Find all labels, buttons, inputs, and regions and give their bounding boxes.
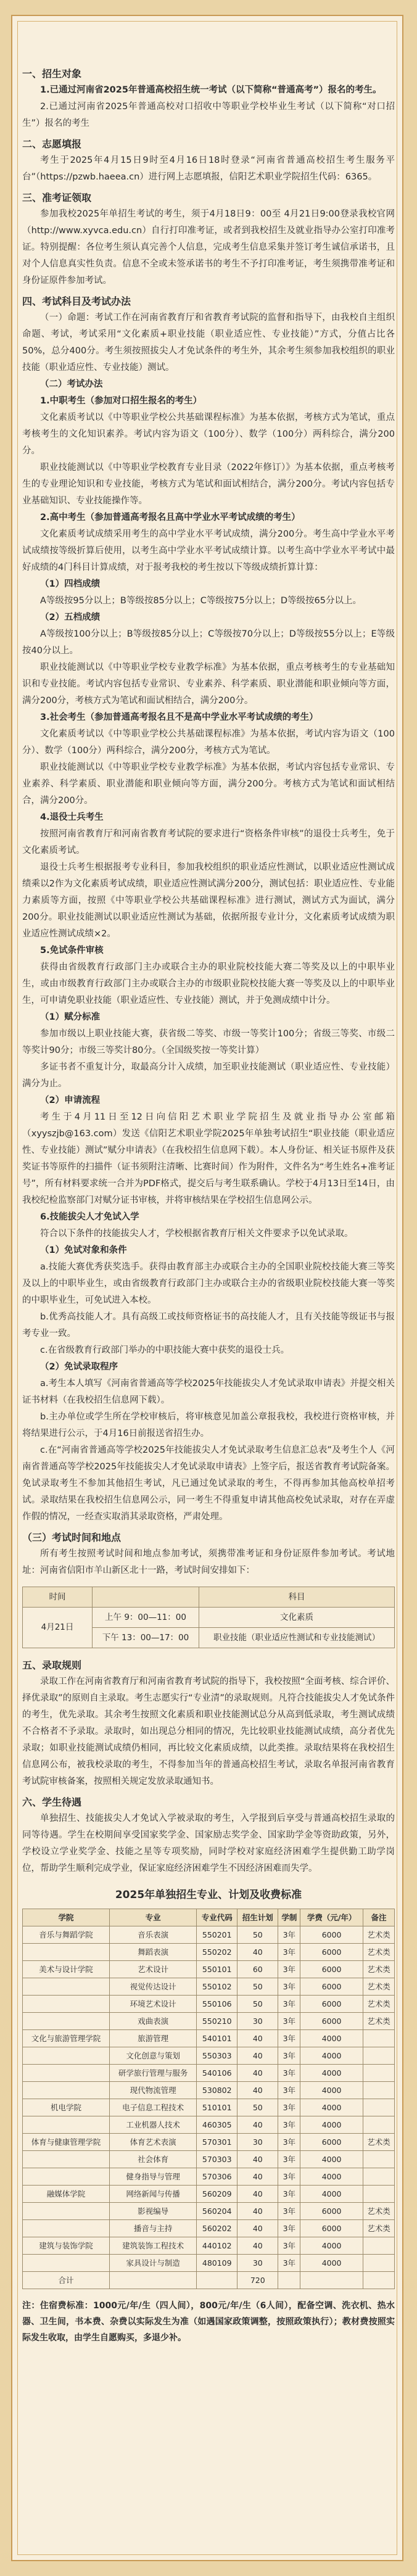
plan-header-cell: 学费（元/年） <box>300 1909 363 1926</box>
plan-row <box>23 1926 395 1944</box>
section-paragraph: 参加市级以上职业技能大赛，获省级二等奖、市级一等奖计100分；省级三等奖、市级二等奖计90分；市级三等奖计80分。（全国级奖按一等奖计算） <box>22 1029 395 1055</box>
plan-cell: 570306 <box>197 2168 237 2186</box>
plan-cell <box>363 2255 394 2272</box>
plan-cell <box>23 2255 110 2272</box>
exam-schedule-table <box>22 1587 395 1648</box>
section-paragraph: a.考生本人填写《河南省普通高等学校2025年技能拔尖人才免试录取申请表》并提交相关证书材料（在我校招生信息网下载）。 <box>22 1379 395 1405</box>
plan-cell: 3年 <box>278 2168 300 2186</box>
plan-cell: 40 <box>237 2168 278 2186</box>
section-paragraph: c.在省级教育行政部门举办的中职技能大赛中获奖的退役士兵。 <box>40 1345 290 1355</box>
sections-block <box>22 65 395 1579</box>
plan-cell: 艺术类 <box>363 1961 394 1978</box>
plan-cell: 体育与健康管理学院 <box>23 2134 110 2151</box>
plan-row <box>23 2255 395 2272</box>
section-paragraph: 3.社会考生（参加普通高考报名且不是高中学业水平考试成绩的考生） <box>40 712 318 722</box>
plan-row <box>23 2237 395 2255</box>
plan-cell: 工业机器人技术 <box>110 2116 197 2134</box>
plan-cell: 3年 <box>278 2082 300 2099</box>
plan-cell: 4000 <box>300 2030 363 2047</box>
plan-cell: 6000 <box>300 1978 363 1996</box>
plan-cell: 艺术类 <box>363 1944 394 1961</box>
plan-cell: 3年 <box>278 2065 300 2082</box>
schedule-row <box>23 1608 395 1628</box>
plan-cell <box>363 2116 394 2134</box>
plan-cell: 3年 <box>278 2047 300 2065</box>
plan-header-cell: 招生计划 <box>237 1909 278 1926</box>
schedule-subject: 文化素质 <box>199 1608 395 1628</box>
enrollment-plan-table <box>22 1909 395 2289</box>
plan-cell: 480109 <box>197 2255 237 2272</box>
section-paragraph: 职业技能测试以《中等职业学校专业教学标准》为基本依据，考试内容包括专业常识、专业素养、科学素质、职业潜能和职业倾向等方面，满分200分。考核方式为笔试和面试相结合，满分200分。 <box>22 762 395 806</box>
section-paragraph: 多证书者不重复计分，取最高分计入成绩，加至职业技能测试（职业适应性、专业技能）满分为止。 <box>22 1062 395 1089</box>
plan-cell: 4000 <box>300 2116 363 2134</box>
plan-row <box>23 1996 395 2013</box>
section-paragraph: A等级按95分以上；B等级按85分以上；C等级按75分以上；D等级按65分以上。 <box>40 596 361 606</box>
section-heading: 五、录取规则 <box>22 1659 82 1671</box>
plan-cell <box>23 1944 110 1961</box>
plan-cell: 艺术类 <box>363 2220 394 2237</box>
plan-cell: 社会体育 <box>110 2151 197 2168</box>
plan-cell: 570301 <box>197 2134 237 2151</box>
section-heading: 四、考试科目及考试办法 <box>22 295 131 307</box>
plan-cell: 3年 <box>278 2134 300 2151</box>
section-heading: 一、招生对象 <box>22 68 82 80</box>
plan-cell: 3年 <box>278 1978 300 1996</box>
plan-cell <box>363 2099 394 2116</box>
section-paragraph: A等级按100分以上；B等级按85分以上；C等级按70分以上；D等级按55分以上；E等级按40分以上。 <box>22 629 395 656</box>
plan-cell: 4000 <box>300 2255 363 2272</box>
plan-cell: 6000 <box>300 1961 363 1978</box>
plan-cell: 音乐表演 <box>110 1926 197 1944</box>
plan-row <box>23 2134 395 2151</box>
plan-cell <box>23 2168 110 2186</box>
plan-cell: 音乐与舞蹈学院 <box>23 1926 110 1944</box>
section-heading: （三）考试时间和地点 <box>22 1532 122 1543</box>
plan-cell: 文化创意与策划 <box>110 2047 197 2065</box>
plan-cell: 4000 <box>300 2186 363 2203</box>
plan-cell: 融媒体学院 <box>23 2186 110 2203</box>
section-paragraph: （1）赋分标准 <box>40 1012 101 1022</box>
plan-cell: 40 <box>237 2030 278 2047</box>
plan-cell: 30 <box>237 2134 278 2151</box>
plan-cell: 6000 <box>300 2134 363 2151</box>
plan-cell: 艺术设计 <box>110 1961 197 1978</box>
plan-cell: 6000 <box>300 2220 363 2237</box>
plan-cell: 4000 <box>300 2151 363 2168</box>
plan-cell <box>23 2220 110 2237</box>
section-paragraph: （2）免试录取程序 <box>40 1362 118 1372</box>
plan-cell: 40 <box>237 2151 278 2168</box>
plan-cell: 40 <box>237 2082 278 2099</box>
plan-cell <box>23 1996 110 2013</box>
plan-cell: 550303 <box>197 2047 237 2065</box>
plan-cell: 播音与主持 <box>110 2220 197 2237</box>
section-paragraph: 职业技能测试以《中等职业学校专业教学标准》为基本依据，重点考核考生的专业基础知识和专业技能。考试内容包括专业常识、专业素养、科学素质、职业潜能和职业倾向等方面，满分200分，考核方式为笔试和面试相结合，满分200分。 <box>22 663 395 706</box>
plan-cell: 4000 <box>300 2065 363 2082</box>
section-paragraph: 考生于2025年4月15日9时至4月16日18时登录“河南省普通高校招生考生服务平台”（https://pzwb.haeea.cn）进行网上志愿填报，信阳艺术职业学院招生代码：6365。 <box>22 155 395 182</box>
sections2-block <box>22 1657 395 1877</box>
plan-cell: 文化与旅游管理学院 <box>23 2030 110 2047</box>
schedule-subject: 职业技能（职业适应性测试和专业技能测试） <box>199 1628 395 1648</box>
plan-cell: 3年 <box>278 2237 300 2255</box>
plan-cell: 4000 <box>300 2099 363 2116</box>
plan-row <box>23 2203 395 2220</box>
plan-row <box>23 2099 395 2116</box>
plan-cell: 40 <box>237 2065 278 2082</box>
plan-row <box>23 2047 395 2065</box>
plan-row <box>23 1978 395 1996</box>
plan-cell <box>363 2030 394 2047</box>
section-paragraph: 按照河南省教育厅和河南省教育考试院的要求进行“资格条件审核”的退役士兵考生，免于文化素质考试。 <box>22 829 395 856</box>
section-paragraph: 2.高中考生（参加普通高考报名且高中学业水平考试成绩的考生） <box>40 513 300 522</box>
section-paragraph: 参加我校2025年单招生考试的考生，须于4月18日9：00至 4月21日9:00登录我校官网（http://www.xyvca.edu.cn）自行打印准考证，或者到我校招生及就业指导办公室打印准考证。特别提醒：各位考生须认真完善个人信息，完成考生信息采集并签订考生诚信承诺书，且对个人信息真实性负责。信息不全或未签承诺书的考生不予打印准考证，考生须携带准考证和身份证原件参加考试。 <box>22 209 395 286</box>
plan-cell: 30 <box>237 2255 278 2272</box>
plan-cell: 家具设计与制造 <box>110 2255 197 2272</box>
plan-row <box>23 2272 395 2289</box>
plan-cell: 艺术类 <box>363 1996 394 2013</box>
plan-cell <box>363 2272 394 2289</box>
plan-cell: 艺术类 <box>363 2013 394 2030</box>
plan-cell: 540101 <box>197 2030 237 2047</box>
plan-cell <box>23 2203 110 2220</box>
plan-cell: 3年 <box>278 2116 300 2134</box>
plan-cell: 550201 <box>197 1926 237 1944</box>
plan-cell: 现代物流管理 <box>110 2082 197 2099</box>
plan-cell: 3年 <box>278 1961 300 1978</box>
section-heading: 六、学生待遇 <box>22 1796 82 1808</box>
section-paragraph: 5.免试条件审核 <box>40 946 104 956</box>
plan-header-cell: 备注 <box>363 1909 394 1926</box>
section-paragraph: 1.中职考生（参加对口招生报名的考生） <box>40 396 202 406</box>
section-paragraph: （二）考试办法 <box>40 379 103 389</box>
plan-cell: 560209 <box>197 2186 237 2203</box>
plan-title: 2025年单独招生专业、计划及收费标准 <box>115 1889 302 1901</box>
plan-cell: 6000 <box>300 1996 363 2013</box>
plan-cell: 3年 <box>278 2255 300 2272</box>
plan-cell: 电子信息工程技术 <box>110 2099 197 2116</box>
section-paragraph: c.在“河南省普通高等学校2025年技能拔尖人才免试录取考生信息汇总表”及考生个人《河南省普通高等学校2025年技能拔尖人才免试录取申请表》上签字后，报送省教育考试院备案。免试录取考生不参加其他招生考试，凡已通过免试录取的考生，不得再参加其他高校单招考试。录取结果在我校招生信息网公示，同一考生不得重复申请其他高校免试录取，对存在弄虚作假的情况，一经查实取消其录取资格，严肃处理。 <box>22 1445 395 1522</box>
plan-cell: 550202 <box>197 1944 237 1961</box>
plan-cell: 3年 <box>278 1996 300 2013</box>
plan-cell <box>197 2272 237 2289</box>
plan-cell <box>23 1978 110 1996</box>
plan-cell: 4000 <box>300 2082 363 2099</box>
plan-row <box>23 2151 395 2168</box>
plan-cell: 40 <box>237 2047 278 2065</box>
section-paragraph: 4.退役士兵考生 <box>40 812 104 822</box>
plan-header-cell: 学院 <box>23 1909 110 1926</box>
plan-cell: 艺术类 <box>363 2203 394 2220</box>
guide-content <box>22 62 395 2346</box>
section-paragraph: （1）免试对象和条件 <box>40 1245 127 1255</box>
section-paragraph: 录取工作在河南省教育厅和河南省教育考试院的指导下，我校按照“全面考核、综合评价、择优录取”的原则自主录取。考生志愿实行“专业清”的录取规则。凡符合技能拔尖人才免试条件的考生，优先录取。其余考生按照文化素质和职业技能测试总分从高到低录取，考生测试成绩不合格者不予录取。录取时，如出现总分相同的情况，先比较职业技能测试成绩，高分者优先录取；如职业技能测试成绩仍相同，再比较文化素质成绩，以此类推。录取结果将在我校招生信息网公布，被我校录取的考生，不得参加当年的普通高校招生考试，录取名单报河南省教育考试院审核备案，按照相关规定发放录取通知书。 <box>22 1677 395 1786</box>
schedule-time: 下午 13：00—17：00 <box>93 1628 199 1648</box>
plan-cell: 3年 <box>278 2186 300 2203</box>
plan-cell: 建筑与装饰学院 <box>23 2237 110 2255</box>
plan-header-cell: 专业 <box>110 1909 197 1926</box>
plan-cell <box>363 2237 394 2255</box>
plan-cell: 40 <box>237 2220 278 2237</box>
plan-cell: 影视编导 <box>110 2203 197 2220</box>
plan-cell: 50 <box>237 1978 278 1996</box>
plan-row <box>23 2013 395 2030</box>
plan-cell <box>23 2151 110 2168</box>
section-paragraph: （一）命题：考试工作在河南省教育厅和省教育考试院的监督和指导下，由我校自主组织命题、考试，考试采用“文化素质+职业技能（职业适应性、专业技能）”方式，分值占比各50%，总分400分。考生须按照拔尖人才免试条件的考生外，其余考生须参加我校组织的职业技能（职业适应性、专业技能）测试。 <box>22 313 395 373</box>
schedule-date: 4月21日 <box>23 1608 93 1648</box>
plan-cell: 艺术类 <box>363 2134 394 2151</box>
section-paragraph: （2）申请流程 <box>40 1096 101 1105</box>
plan-cell: 艺术类 <box>363 1978 394 1996</box>
section-paragraph: 文化素质考试成绩采用考生的高中学业水平考试成绩，满分200分。考生高中学业水平考试成绩按等级折算后使用，以考生高中学业水平考试成绩计算。以考生高中学业水平考试中最好成绩的4门科目计算成绩，对于报考我校的考生按以下等级成绩折算计算： <box>22 529 395 572</box>
section-paragraph: a.技能大赛优秀获奖选手。获得由教育部主办或联合主办的全国职业院校技能大赛三等奖及以上的中职毕业生，或由省级教育行政部门主办或联合主办的省级职业院校技能大赛一等奖的中职毕业生，可免试进入本校。 <box>22 1262 395 1305</box>
plan-cell: 3年 <box>278 2151 300 2168</box>
plan-cell: 旅游管理 <box>110 2030 197 2047</box>
plan-cell: 50 <box>237 2099 278 2116</box>
plan-cell: 550102 <box>197 1978 237 1996</box>
plan-cell: 3年 <box>278 1944 300 1961</box>
plan-header-cell: 专业代码 <box>197 1909 237 1926</box>
plan-cell: 4000 <box>300 2047 363 2065</box>
plan-row <box>23 2065 395 2082</box>
section-paragraph: 符合以下条件的技能拔尖人才，学校根据省教育厅相关文件要求予以免试录取。 <box>40 1229 353 1239</box>
plan-cell <box>23 2082 110 2099</box>
section-paragraph: （1）四档成绩 <box>40 579 101 589</box>
plan-cell: 550106 <box>197 1996 237 2013</box>
plan-cell <box>363 2082 394 2099</box>
plan-cell: 3年 <box>278 2220 300 2237</box>
plan-row <box>23 2220 395 2237</box>
plan-cell: 40 <box>237 2203 278 2220</box>
plan-cell: 550101 <box>197 1961 237 1978</box>
plan-cell: 4000 <box>300 2237 363 2255</box>
plan-cell: 6000 <box>300 2013 363 2030</box>
section-paragraph: b.主办单位或学生所在学校审核后，将审核意见加盖公章报我校，我校进行资格审核，并将结果进行公示，于4月16日前报送省招生办。 <box>22 1412 395 1439</box>
plan-cell: 体育艺术表演 <box>110 2134 197 2151</box>
plan-row <box>23 2116 395 2134</box>
plan-cell <box>363 2186 394 2203</box>
plan-cell <box>363 2168 394 2186</box>
schedule-header-blank <box>93 1587 199 1608</box>
plan-cell: 3年 <box>278 2099 300 2116</box>
plan-cell: 研学旅行管理与服务 <box>110 2065 197 2082</box>
section-paragraph: 退役士兵考生根据报考专业科目，参加我校组织的职业适应性测试，以职业适应性测试成绩乘以2作为文化素质考试成绩，职业适应性测试满分200分，测试包括：职业适应性、专业能力素质等方面，按照《中等职业学校公共基础课程标准》进行测试，测试方式为面试，满分200分。职业技能测试以职业适应性测试为基础，依据所报专业计分，文化素质考试成绩为职业适应性测试成绩×2。 <box>22 862 395 939</box>
section-paragraph: 1.已通过河南省2025年普通高校招生统一考试（以下简称“普通高考”）报名的考生。 <box>40 85 382 95</box>
plan-cell: 40 <box>237 2186 278 2203</box>
section-paragraph: 职业技能测试以《中等职业学校教育专业目录（2022年修订）》为基本依据，重点考核考生的专业理论知识和专业技能，考核方式为笔试和面试相结合，满分200分。考试内容包括专业基础知识、专业技能操作等。 <box>22 463 395 506</box>
plan-cell: 6000 <box>300 2203 363 2220</box>
section-heading: 三、准考证领取 <box>22 192 92 204</box>
plan-body <box>23 1926 395 2289</box>
fee-note: 注：住宿费标准：1000元/年/生（四人间），800元/年/生（6人间），配备空调、洗衣机、热水器、卫生间，书本费、杂费以实际发生为准（如遇国家政策调整，按照政策执行）；教材费按照实际发生收取，由学生自愿购买，多退少补。 <box>22 2301 395 2343</box>
section-paragraph: 考生于4月11日至12日向信阳艺术职业学院招生及就业指导办公室邮箱（xyyszjb@163.com）发送《信阳艺术职业学院2025年单独考试招生“职业技能（职业适应性、专业技能）测试”赋分申请表》（在我校招生信息网下载）。本人身份证、相关证书原件及获奖证书等原件的扫描件（证书须附注清晰、比赛时间）作为附件，文件名为“考生姓名+准考证号”，所有材料要求统一合并为PDF格式，提交后与考生联系确认。学校于4月13日至14日，由我校纪检监察部门对赋分证书审核，并将审核结果在学校招生信息网公示。 <box>22 1112 395 1205</box>
plan-cell: 戏曲表演 <box>110 2013 197 2030</box>
section-paragraph: 所有考生按照考试时间和地点参加考试，须携带准考证和身份证原件参加考试。考试地址：河南省信阳市羊山新区北十一路，考试时间安排如下： <box>22 1549 395 1575</box>
plan-cell: 建筑装饰工程技术 <box>110 2237 197 2255</box>
schedule-header-time: 时间 <box>23 1587 93 1608</box>
section-paragraph: 2.已通过河南省2025年普通高校对口招收中等职业学校毕业生考试（以下简称“对口招生”）报名的考生 <box>22 102 395 128</box>
plan-cell: 40 <box>237 2237 278 2255</box>
plan-row <box>23 2186 395 2203</box>
schedule-header-subject: 科目 <box>199 1587 395 1608</box>
plan-cell: 4000 <box>300 2168 363 2186</box>
plan-cell: 3年 <box>278 2013 300 2030</box>
plan-row <box>23 2168 395 2186</box>
plan-header-row <box>23 1909 395 1926</box>
plan-cell: 560204 <box>197 2203 237 2220</box>
plan-cell: 6000 <box>300 1944 363 1961</box>
plan-cell: 美术与设计学院 <box>23 1961 110 1978</box>
plan-cell <box>300 2272 363 2289</box>
plan-cell <box>110 2272 197 2289</box>
plan-cell <box>23 2116 110 2134</box>
plan-cell: 30 <box>237 2013 278 2030</box>
section-paragraph: 文化素质考试以《中等职业学校公共基础课程标准》为基本依据，考核方式为笔试，重点考核考生的文化知识素养。考试内容为语文（100分）、数学（100分）两科综合，满分200分。 <box>22 413 395 456</box>
plan-cell <box>363 2151 394 2168</box>
section-paragraph: 获得由省级教育行政部门主办或联合主办的职业院校技能大赛二等奖及以上的中职毕业生，或由市级教育行政部门主办或联合主办的市级职业院校技能大赛一等奖及以上的中职毕业生，可申请免职业技能（职业适应性、专业技能）测试，并于免测成绩中计分。 <box>22 962 395 1005</box>
schedule-header-row <box>23 1587 395 1608</box>
plan-cell: 健身指导与管理 <box>110 2168 197 2186</box>
plan-cell: 720 <box>237 2272 278 2289</box>
plan-cell: 网络新闻与传播 <box>110 2186 197 2203</box>
plan-cell: 550210 <box>197 2013 237 2030</box>
plan-cell: 3年 <box>278 1926 300 1944</box>
plan-cell: 510101 <box>197 2099 237 2116</box>
plan-cell: 460305 <box>197 2116 237 2134</box>
plan-cell: 舞蹈表演 <box>110 1944 197 1961</box>
plan-cell: 6000 <box>300 1926 363 1944</box>
plan-cell: 机电学院 <box>23 2099 110 2116</box>
plan-cell: 视觉传达设计 <box>110 1978 197 1996</box>
plan-cell: 50 <box>237 1926 278 1944</box>
plan-row <box>23 2030 395 2047</box>
section-paragraph: 单独招生、技能拔尖人才免试入学被录取的考生，入学报到后享受与普通高校招生录取的同等待遇。学生在校期间享受国家奖学金、国家励志奖学金、国家助学金等资助政策，另外，学校设立学业奖学金、技能之星等专项奖励，同时学校对家庭经济困难学生提供勤工助学岗位，帮助学生顺利完成学业，保证家庭经济困难学生不因经济困难而失学。 <box>22 1814 395 1873</box>
plan-cell: 3年 <box>278 2203 300 2220</box>
section-paragraph: 6.技能拔尖人才免试入学 <box>40 1212 139 1222</box>
section-paragraph: 文化素质考试以《中等职业学校公共基础课程标准》为基本依据，考试内容为语文（100分）、数学（100分）两科综合，满分200分，考核方式为笔试。 <box>22 729 395 756</box>
plan-cell: 50 <box>237 1996 278 2013</box>
plan-header-cell: 学制 <box>278 1909 300 1926</box>
plan-row <box>23 1961 395 1978</box>
plan-cell: 540106 <box>197 2065 237 2082</box>
plan-row <box>23 2082 395 2099</box>
plan-cell <box>23 2065 110 2082</box>
plan-cell: 440102 <box>197 2237 237 2255</box>
plan-cell <box>23 2047 110 2065</box>
plan-cell <box>363 2047 394 2065</box>
plan-cell: 40 <box>237 1944 278 1961</box>
plan-cell: 艺术类 <box>363 1926 394 1944</box>
plan-cell <box>363 2065 394 2082</box>
plan-cell <box>23 2013 110 2030</box>
plan-cell: 560202 <box>197 2220 237 2237</box>
plan-cell: 60 <box>237 1961 278 1978</box>
plan-cell: 环境艺术设计 <box>110 1996 197 2013</box>
plan-cell: 3年 <box>278 2030 300 2047</box>
plan-row <box>23 1944 395 1961</box>
plan-cell <box>278 2272 300 2289</box>
plan-cell: 合计 <box>23 2272 110 2289</box>
plan-cell: 530802 <box>197 2082 237 2099</box>
section-paragraph: （2）五档成绩 <box>40 613 101 622</box>
schedule-time: 上午 9：00—11：00 <box>93 1608 199 1628</box>
section-heading: 二、志愿填报 <box>22 138 82 150</box>
plan-cell: 570303 <box>197 2151 237 2168</box>
plan-cell: 40 <box>237 2116 278 2134</box>
section-paragraph: b.优秀高技能人才。具有高级工或技师资格证书的高技能人才，且有关技能等级证书与报考专业一致。 <box>22 1312 395 1339</box>
